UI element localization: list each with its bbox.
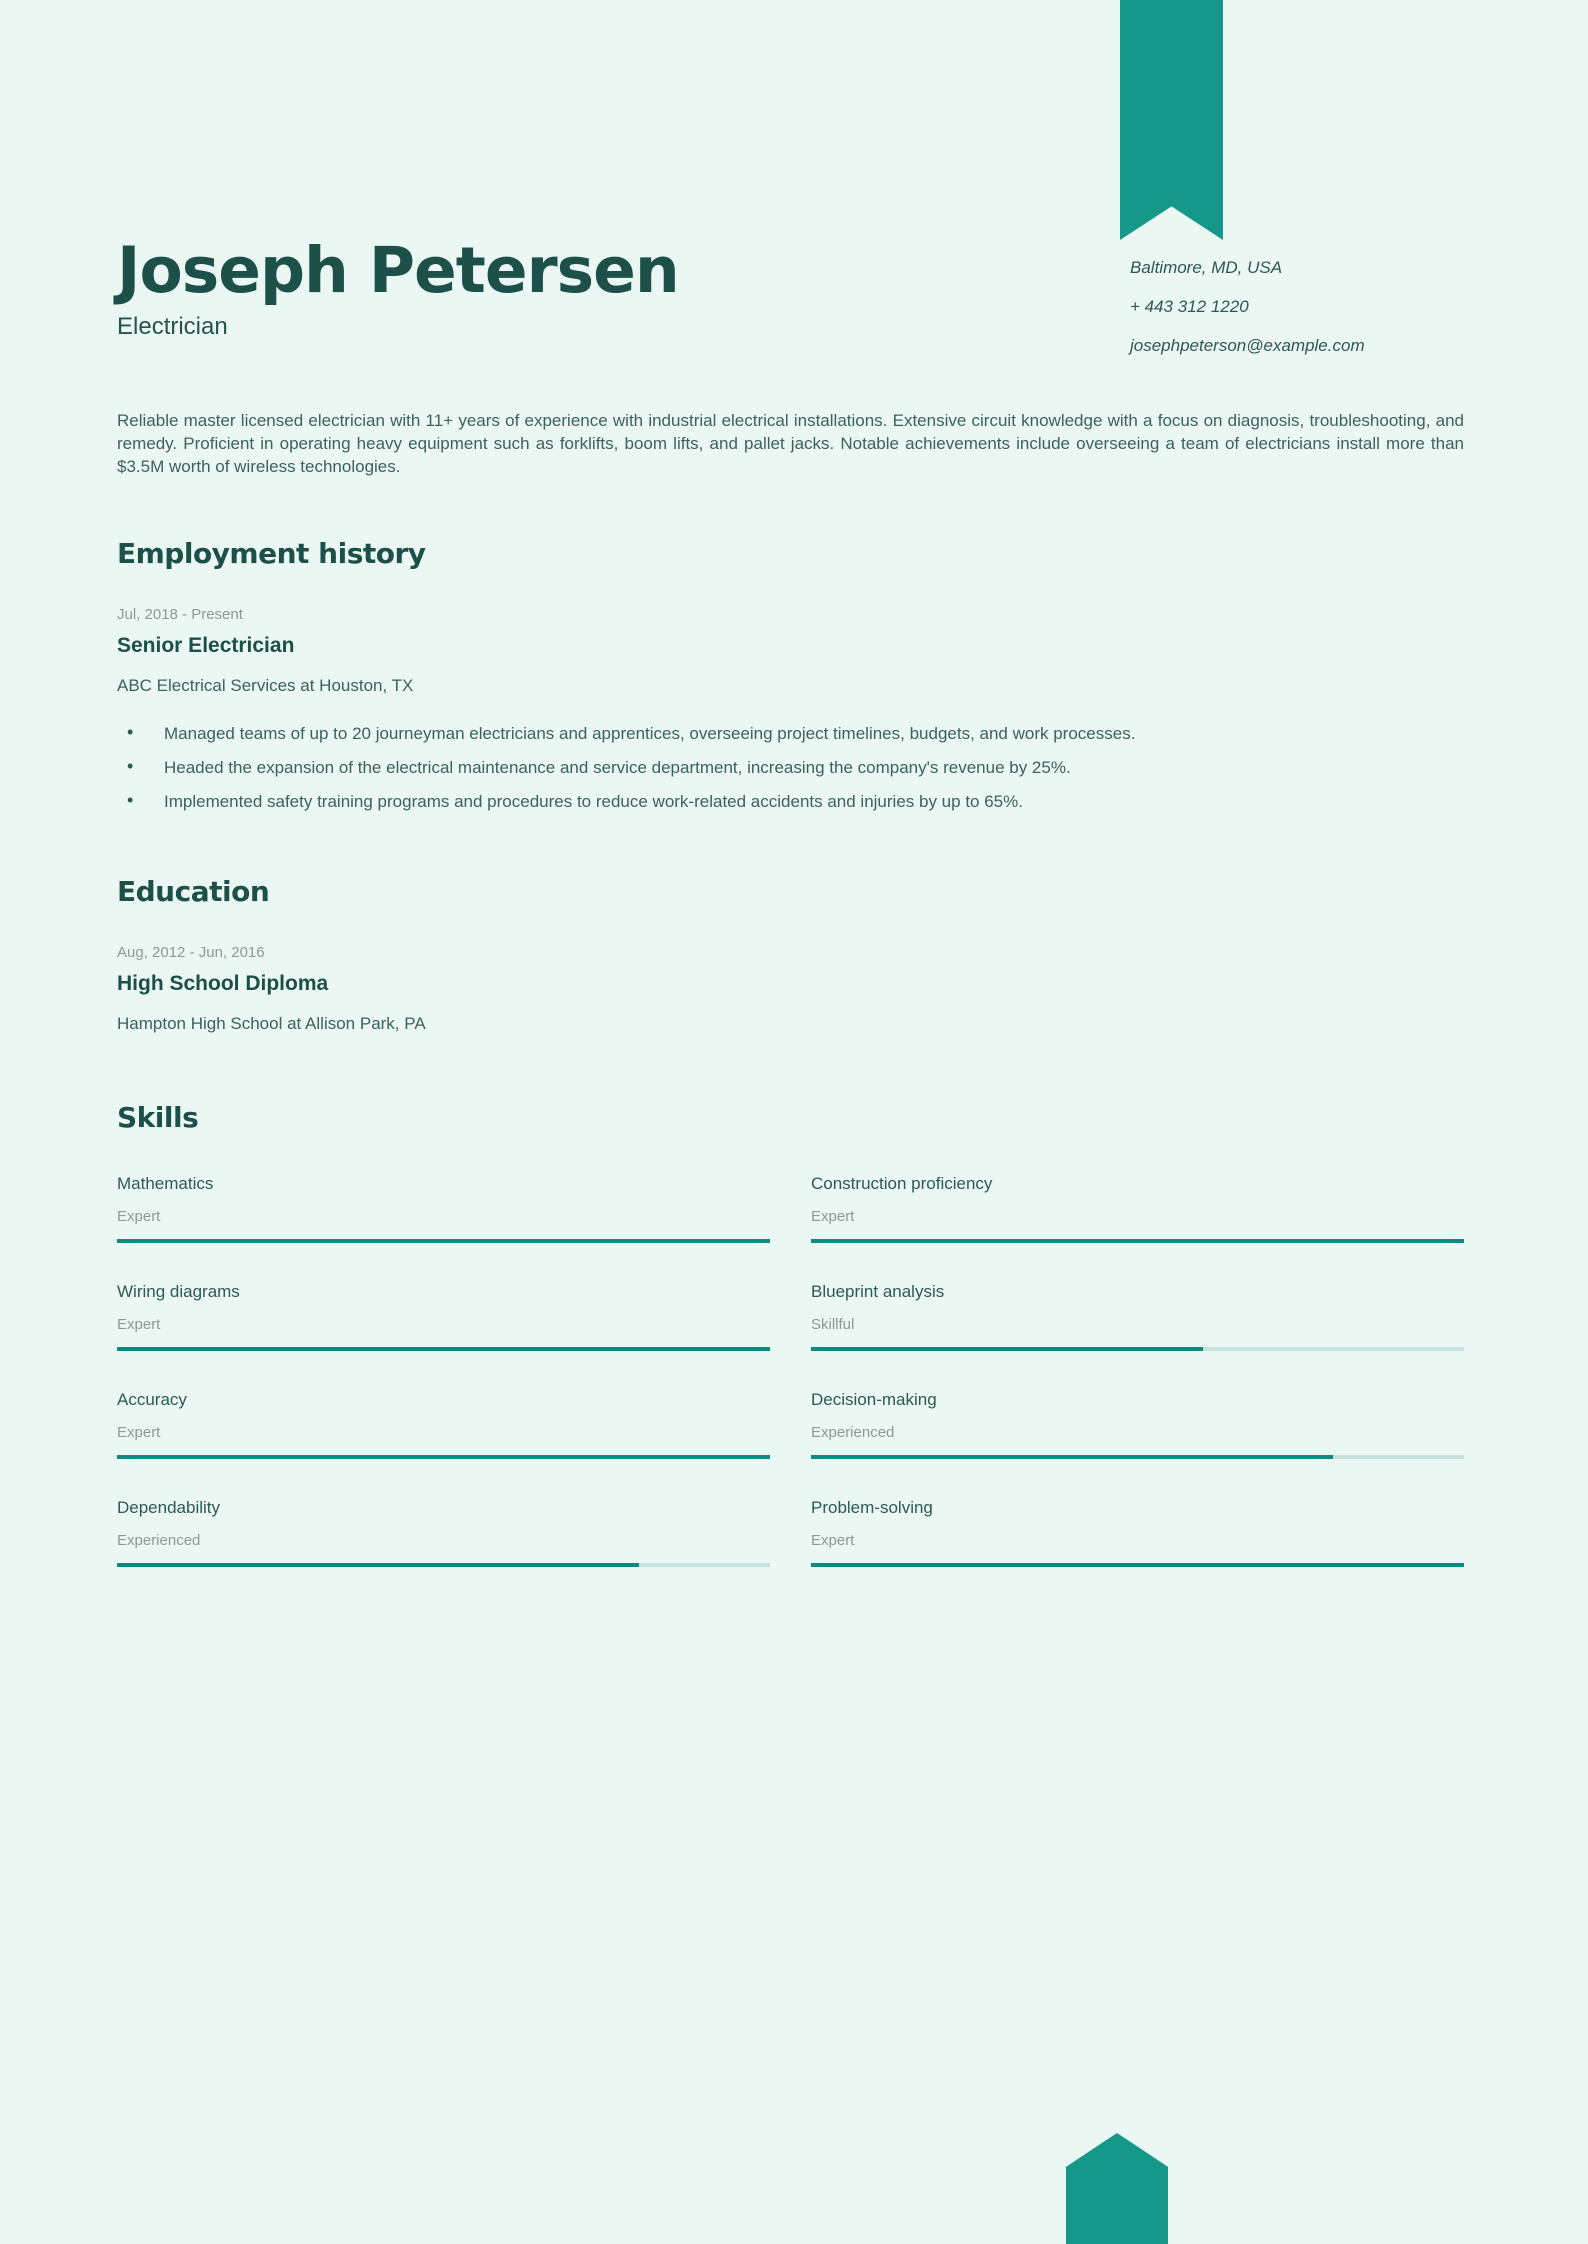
education-heading: Education [117, 875, 270, 909]
employment-history-heading: Employment history [117, 537, 426, 571]
skill-item [117, 1498, 770, 1567]
person-name: Joseph Petersen [117, 234, 679, 307]
employment-bullet-list [117, 723, 1464, 812]
employment-entry [117, 606, 1464, 812]
skill-level: Expert [117, 1316, 161, 1334]
skill-progress-fill [811, 1347, 1203, 1351]
skill-level: Skillful [811, 1316, 855, 1334]
employment-bullet: • Managed teams of up to 20 journeyman electricians and apprentices, overseeing project timelines, budgets, and work processes. [117, 723, 1464, 744]
skill-name: Dependability [117, 1498, 221, 1518]
skill-name: Accuracy [117, 1390, 187, 1410]
skills-grid [117, 1174, 1464, 1567]
skill-item [811, 1390, 1464, 1459]
skill-progress-bar [117, 1563, 770, 1567]
education-entry [117, 944, 1464, 1034]
employment-bullet: • Implemented safety training programs and procedures to reduce work-related accidents and injuries by up to 65%. [117, 791, 1464, 812]
person-job-title: Electrician [117, 313, 228, 341]
skill-item [117, 1390, 770, 1459]
employment-bullet: • Headed the expansion of the electrical maintenance and service department, increasing the company's revenue by 25%. [117, 757, 1464, 778]
skill-progress-fill [117, 1563, 639, 1567]
skill-item [811, 1282, 1464, 1351]
skill-progress-fill [811, 1239, 1464, 1243]
skill-name: Construction proficiency [811, 1174, 993, 1194]
education-title: High School Diploma [117, 972, 329, 996]
skill-progress-fill [117, 1347, 770, 1351]
skill-level: Expert [811, 1532, 855, 1550]
skill-level: Experienced [117, 1532, 201, 1550]
skill-progress-bar [117, 1347, 770, 1351]
skill-name: Decision-making [811, 1390, 937, 1410]
contact-location: Baltimore, MD, USA [1130, 258, 1283, 277]
skill-progress-bar [117, 1239, 770, 1243]
employment-organization: ABC Electrical Services at Houston, TX [117, 676, 414, 696]
skill-progress-bar [811, 1563, 1464, 1567]
employment-dates: Jul, 2018 - Present [117, 606, 243, 624]
skill-item [811, 1174, 1464, 1243]
skill-level: Expert [117, 1424, 161, 1442]
skill-name: Problem-solving [811, 1498, 933, 1518]
contact-phone: + 443 312 1220 [1130, 297, 1249, 316]
skill-name: Mathematics [117, 1174, 214, 1194]
skill-progress-bar [811, 1347, 1464, 1351]
skill-progress-fill [117, 1239, 770, 1243]
skill-item [811, 1498, 1464, 1567]
skill-progress-fill [811, 1563, 1464, 1567]
skills-heading: Skills [117, 1101, 199, 1135]
skill-progress-bar [117, 1455, 770, 1459]
page-break-ribbon-icon [1066, 2133, 1168, 2244]
skill-name: Wiring diagrams [117, 1282, 240, 1302]
education-dates: Aug, 2012 - Jun, 2016 [117, 944, 265, 962]
skill-name: Blueprint analysis [811, 1282, 945, 1302]
skill-progress-fill [811, 1455, 1333, 1459]
profile-summary: Reliable master licensed electrician with 11+ years of experience with industrial electrical installations. Extensive circuit knowledge with a focus on diagnosis, troubleshooting, and remedy. Proficient in operating heavy equipment such as forklifts, boom lifts, and pallet jacks. Notable achievements include overseeing a team of electricians install more than $3.5M worth of wireless technologies. [117, 411, 1464, 477]
skill-item [117, 1174, 770, 1243]
skill-progress-bar [811, 1239, 1464, 1243]
skill-level: Experienced [811, 1424, 895, 1442]
employment-title: Senior Electrician [117, 634, 295, 658]
skill-progress-bar [811, 1455, 1464, 1459]
skill-item [117, 1282, 770, 1351]
education-organization: Hampton High School at Allison Park, PA [117, 1014, 426, 1034]
skill-level: Expert [811, 1208, 855, 1226]
skill-level: Expert [117, 1208, 161, 1226]
contact-email: josephpeterson@example.com [1130, 336, 1365, 355]
skill-progress-fill [117, 1455, 770, 1459]
